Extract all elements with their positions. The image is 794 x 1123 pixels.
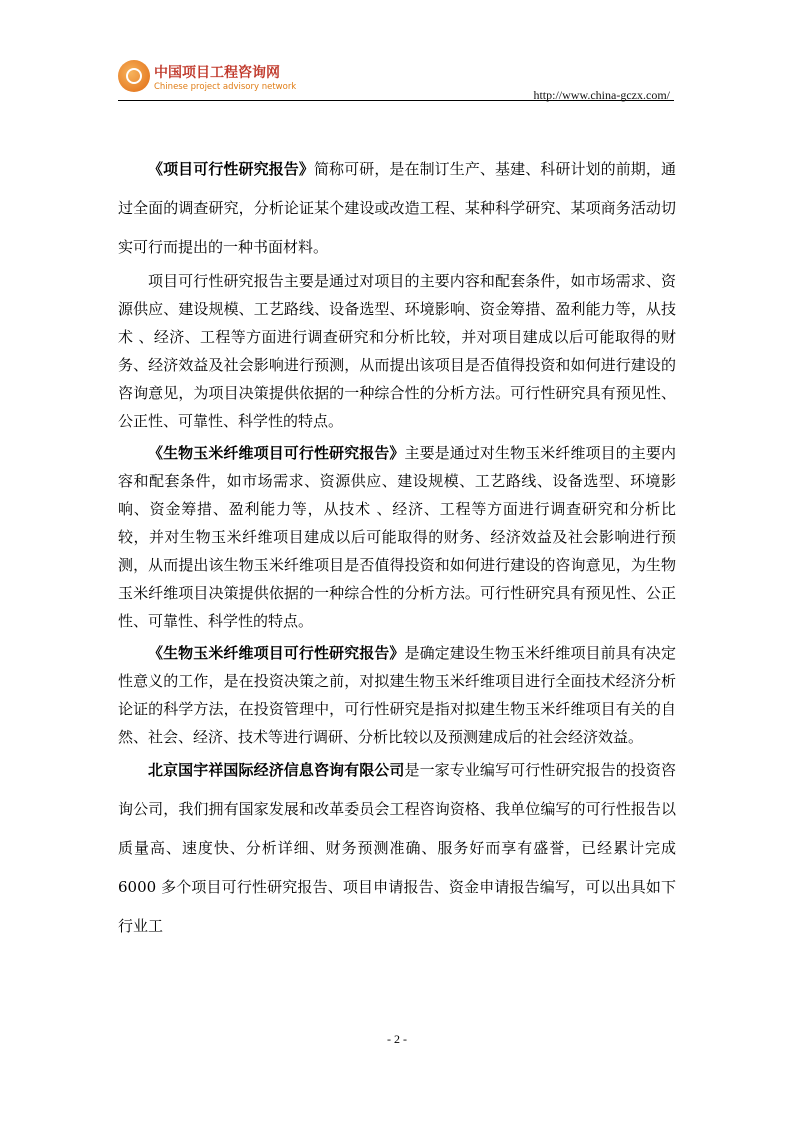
page-number: - 2 - <box>387 1032 407 1046</box>
document-body <box>118 150 676 946</box>
project-importance-text: 是确定建设生物玉米纤维项目前具有决定性意义的工作，是在投资决策之前，对拟建生物玉米纤维项目进行全面技术经济分析论证的科学方法，在投资管理中，可行性研究是指对拟建生物玉米纤维项目有关的自然、社会、经济、技术等进行调研、分析比较以及预测建成后的社会经济效益。 <box>118 644 676 746</box>
company-name: 北京国宇祥国际经济信息咨询有限公司 <box>148 761 405 779</box>
intro-title: 《项目可行性研究报告》 <box>148 160 314 178</box>
logo-icon <box>118 60 150 92</box>
intro-text: 简称可研，是在制订生产、基建、科研计划的前期，通过全面的调查研究，分析论证某个建设或改造工程、某种科学研究、某项商务活动切实可行而提出的一种书面材料。 <box>118 160 676 256</box>
paragraph-company <box>118 751 676 946</box>
paragraph-intro <box>118 150 676 267</box>
site-url-link[interactable]: http://www.china-gczx.com/ <box>533 88 670 102</box>
project-report-text: 主要是通过对生物玉米纤维项目的主要内容和配套条件，如市场需求、资源供应、建设规模、工艺路线、设备选型、环境影响、资金筹措、盈利能力等，从技术 、经济、工程等方面进行调查研究和分析比较，并对生物玉米纤维项目建成以后可能取得的财务、经济效益及社会影响进行预测，从而提出该生物玉米纤维项目是否值得投资和如何进行建设的咨询意见，为生物玉米纤维项目决策提供依据的一种综合性的分析方法。可行性研究具有预见性、公正性、可靠性、科学性的特点。 <box>118 444 676 630</box>
paragraph-definition <box>118 267 676 435</box>
company-text: 是一家专业编写可行性研究报告的投资咨询公司，我们拥有国家发展和改革委员会工程咨询资格、我单位编写的可行性报告以质量高、速度快、分析详细、财务预测准确、服务好而享有盛誉，已经累计完成6000 多个项目可行性研究报告、项目申请报告、资金申请报告编写，可以出具如下行业工 <box>118 761 676 935</box>
project-importance-title: 《生物玉米纤维项目可行性研究报告》 <box>148 644 405 662</box>
logo-english-name: Chinese project advisory network <box>154 82 297 92</box>
page-header <box>118 52 674 101</box>
definition-text: 项目可行性研究报告主要是通过对项目的主要内容和配套条件，如市场需求、资源供应、建设规模、工艺路线、设备选型、环境影响、资金筹措、盈利能力等，从技术 、经济、工程等方面进行调查研究和分析比较，并对项目建成以后可能取得的财务、经济效益及社会影响进行预测，从而提出该项目是否值得投资和如何进行建设的咨询意见，为项目决策提供依据的一种综合性的分析方法。可行性研究具有预见性、公正性、可靠性、科学性的特点。 <box>118 272 676 430</box>
site-logo[interactable] <box>118 56 308 98</box>
paragraph-project-importance <box>118 639 676 751</box>
paragraph-project-report <box>118 439 676 635</box>
project-report-title: 《生物玉米纤维项目可行性研究报告》 <box>148 444 405 462</box>
logo-chinese-name: 中国项目工程咨询网 <box>154 65 280 81</box>
